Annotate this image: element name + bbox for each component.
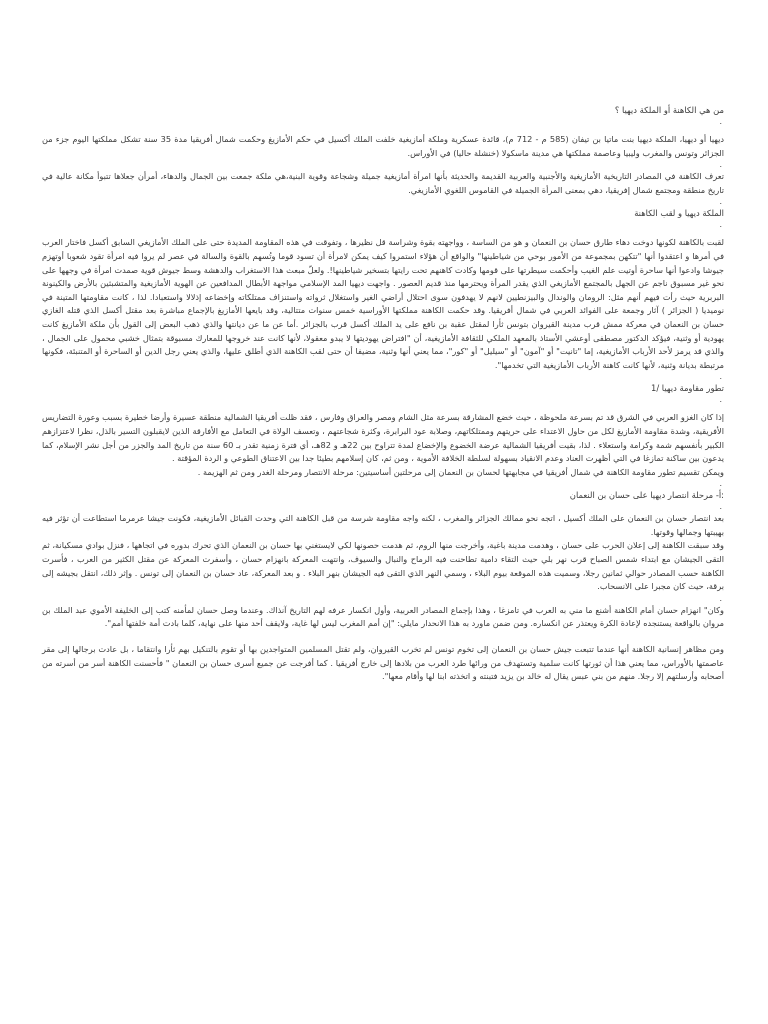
separator-dot: . [719,395,722,405]
separator-dot: . [719,593,722,603]
separator-dot: . [719,117,722,126]
separator-dot: . [719,220,722,230]
resistance-heading: تطور مقاومة ديهيا /1 [650,383,724,394]
intro-paragraph: ديهيا أو ديهيا، الملكة ديهيا بنت ماتيا بن تيفان (585 م - 712 م)، قائدة عسكرية وملكة أمازيغية خلفت الملك أكسيل في حكم الأمازيغ وحكمت شمال أفريقيا مدة 35 سنة تشكل مملكتها اليوم جزء من الجزائر وتونس والمغرب وليبيا وعاصمة مملكتها هي مدينة ماسكولا (خنشلة حاليا) في الأوراس. [42,134,724,158]
separator-dot: . [719,479,722,489]
nickname-heading: الملكة ديهيا و لقب الكاهنة [634,208,724,219]
title-question: من هي الكاهنة أو الملكة ديهيا ؟ [614,105,724,115]
victory-paragraph-2: وقد سبقت الكاهنة إلى إعلان الحرب على حسان ، وهدمت مدينة باغية، وأخرجت منها الروم، ثم هدمت حصونها لكي لايستغني بها حسان بن النعمان الذي تحرك بدوره في اتجاهها ، فنزل بوادي مسكيانة، ثم التقى الجيشان مع ابتداء شمس الصباح قرب نهر بلي حيث التقاء دامية تطاحنت فيه الرماح والنبال والسيوف، وانتهت المعركة بانهزام حسان ، وأسفرت المعركة عن مقتل الكثير من العرب ، فأسرت الكاهنة حسب المصادر حوالي ثمانين رجلا، وسميت هذه الموقعة بيوم البلاء ، وسمي النهر الذي التقى فيه الجيشان بنهر البلاء . و بعد المعركة، عاد حسان بن النعمان إلى تونس . وإثر ذلك، انتقل بجيشه إلى برقة، حيث كان مجبرا على الانسحاب. [42,540,724,592]
victory-heading: :أ- مرحلة انتصار ديهيا على حسان بن النعمان [569,490,724,501]
victory-paragraph-3: وكان" انهزام حسان أمام الكاهنة أشنع ما مني به العرب في تامزغا ، وهذا بإجماع المصادر العربية، وأول انكسار عرفه لهم التاريخ آنذاك. وعندما وصل حسان لمأمنه كتب إلى الخليفة الأموي عبد الملك بن مروان بالواقعة يستنجده لإعادة الكرة ويعتذر عن انكساره. ومن ضمن ماورد به هذا الانحدار مايلي: "إن أمم المغرب ليس لها غاية، ولايقف أحد منها على نهاية، كلما بادت أمة خلفتها أمم". [42,604,724,629]
nickname-paragraph: لقبت بالكاهنة لكونها دوخت دهاء طارق حسان بن النعمان و هو من الساسة ، وواجهته بقوة وشراسة قل نظيرها ، وتفوقت في هذه المقاومة المديدة حتى على الملك الأمازيغي السابق أكسل فاختار العرب في أمرها و اعتقدوا أنها "تتكهن بمجموعة من الأمور بوحي من شياطينها" والواقع أن هؤلاء استمروا كيف يمكن لامرأة أن تسود قوما وتُسهم بالقوة والسالة في عصر لم يروا فيه امرأة تقود شعوبا أوتهزم جيوشا وادعوا أنها ساحرة أوتيت علم الغيب وأحكمت سيطرتها على قومها وكادت كاهنهم تحت رايتها بتسخير شياطينها!. ولعلّ مبعث هذا الاستغراب والدهشة وسط جيوش قوية صمدت امرأة في وجهها على نحو غير مسبوق ناجم عن الجهل بالمجتمع الأمازيغي الذي يقدر المرأة ويحترمها منذ قديم العصور . واجهت ديهيا المد الإسلامي مواجهة الأبطال المدافعين عن الهوية الأمازيغية والمتشبثين بالأرض والكينونة البربرية حيث رأت فيهم أنهم مثل: الرومان والوندال والبيزنطيين لانهم لا يهدفون سوى احتلال أراضي الغير واستغلال ثرواته واستنزاف ممتلكاته وإخضاعه إذلالا واستعبادا. لذا ، كانت مقاومتها المتينة في نوميديا ( الجزائر ) آثار وجمعة على الفوائد العربي في شمال أفريقيا. وقد حكمت الكاهنة مملكتها الأوراسية خمس سنوات متتالية، وقد بايعها الأمازيغ بالإجماع مباشرة بعد مقتل أكسل الذي قتله الغازي حسان بن النعمان في معركة ممش قرب مدينة القيروان بتونس ثأرا لمقتل عقبة بن نافع على يد الملك أكسل قرب بالجزائر .أما عن ما عن ديانتها والذي ذهب البعض إلى القول بأن ملكة الأمازيغ كانت يهودية أو وثنية، فيؤكد الدكتور مصطفى أوعشي الأستاذ بالمعهد الملكي للثقافة الأمازيغية، أن "افتراض يهوديتها لا يبدو معقولا، لأنها كانت عند خروجها للمعارك مسبوقة بتمثال خشبي محمول على الجمال ، والذي قد يرمز لأحد الأرباب الأمازيغية، إما "تانيت" أو "آمون" أو "سيليل" أو "كور"، مما يعني أنها وثنية، مضيفا أن حتى لقب الكاهنة الذي أطلق عليها، والذي يعني رجل الدين أو الساحرة أو المتنبئة، فكونها مرتبطة بديانة وثنية، لأنها كانت كاهنة الأرباب الأمازيغية التي تخدمها". [42,237,724,370]
separator-dot: . [719,502,722,512]
final-paragraph: ومن مظاهر إنسانية الكاهنة أنها عندما تتبعت جيش حسان بن النعمان إلى تخوم تونس لم تخرب القيروان، ولم تقتل المسلمين المتواجدين بها أو تقوم بالتنكيل بهم ثأرا وانتقاما ، بل عادت برجالها إلى مقر عاصمتها بالأوراس، مما يعني هذا أن ثورتها كانت سلمية وتستهدف من ورائها طرد العرب من بلادها إلى خارج أفريقيا . كما أفرجت عن جميع أسرى حسان بن النعمان " فأحسنت الكاهنة أسر من أسرته من أصحابه وأرسلتهم إلا رجلا. منهم من بني عبس يقال له خالد بن يزيد فتبنته و اتخذته ابنا لها وأقام معها". [42,644,724,682]
separator-dot: . [719,372,722,382]
phases-paragraph: ويمكن تقسيم تطور مقاومة الكاهنة في شمال أفريقيا في مجابهتها لحسان بن النعمان إلى مرحلتين أساسيتين: مرحلة الانتصار ومرحلة الغدر ومن ثم الهزيمة . [197,466,724,477]
sources-paragraph: تعرف الكاهنة في المصادر التاريخية الأمازيغية والأجنبية والعربية القديمة والحديثة بأنها امرأة أمازيغية جميلة وشجاعة وقوية البنية،هي ملكة جمعت بين الجمال والدهاء، أمرأن جعلاها تتبوأ مكانة عالية في تاريخ منطقة ومجتمع شمال إفريقيا، دهي بمعنى المرأة الجميلة في القاموس اللغوي الأمازيغي. [42,171,724,195]
separator-dot: . [719,160,722,170]
separator-dot: . [719,197,722,207]
victory-paragraph-1: بعد انتصار حسان بن النعمان على الملك أكسيل ، اتجه نحو ممالك الجزائر والمغرب ، لكنه واجه مقاومة شرسة من قبل الكاهنة التي وحدت القبائل الأمازيغية، فكونت جيشا عرمرما استطاعت أن تؤثر فيه بهيبتها وجمالها وقوتها. [42,513,724,537]
resistance-paragraph: إذا كان الغزو العربي في الشرق قد تم بسرعة ملحوظة ، حيث خضع المشارقة بسرعة مثل الشام ومصر والعراق وفارس ، فقد ظلت أفريقيا الشمالية منطقة عسيرة وأرضا خطيرة بسبب وعورة التضاريس الأفريقية، وشدة مقاومة الأمازيغ لكل من حاول الاعتداء على حريتهم وممتلكاتهم، وصلابة عود البرابرة، وكثرة شجاعتهم ، وتعسف الولاة في التعامل مع الأفارقة الذين لايقبلون التسير بالذل، نظرا لاعتزازهم الكبير بأنفسهم شمة وكرامة واستعلاء . لذا، بقيت أفريقيا الشمالية عرضة الخضوع والإخضاع لمدة تتراوح بين 22هـ و 82هـ، أي فترة زمنية تقدر بـ 60 سنة من تاريخ المد والجزر من أجل نشر الإسلام، كما يدعون بين ساكنة تمازغا في التي أظهرت العناد وعدم الانقياد بسهولة لسلطة الخلافة الأموية ، ومن ثم، كان إسلامهم بطيئا جدا بين الاعتناق الطوعي و الردة المؤقتة . [42,412,724,464]
